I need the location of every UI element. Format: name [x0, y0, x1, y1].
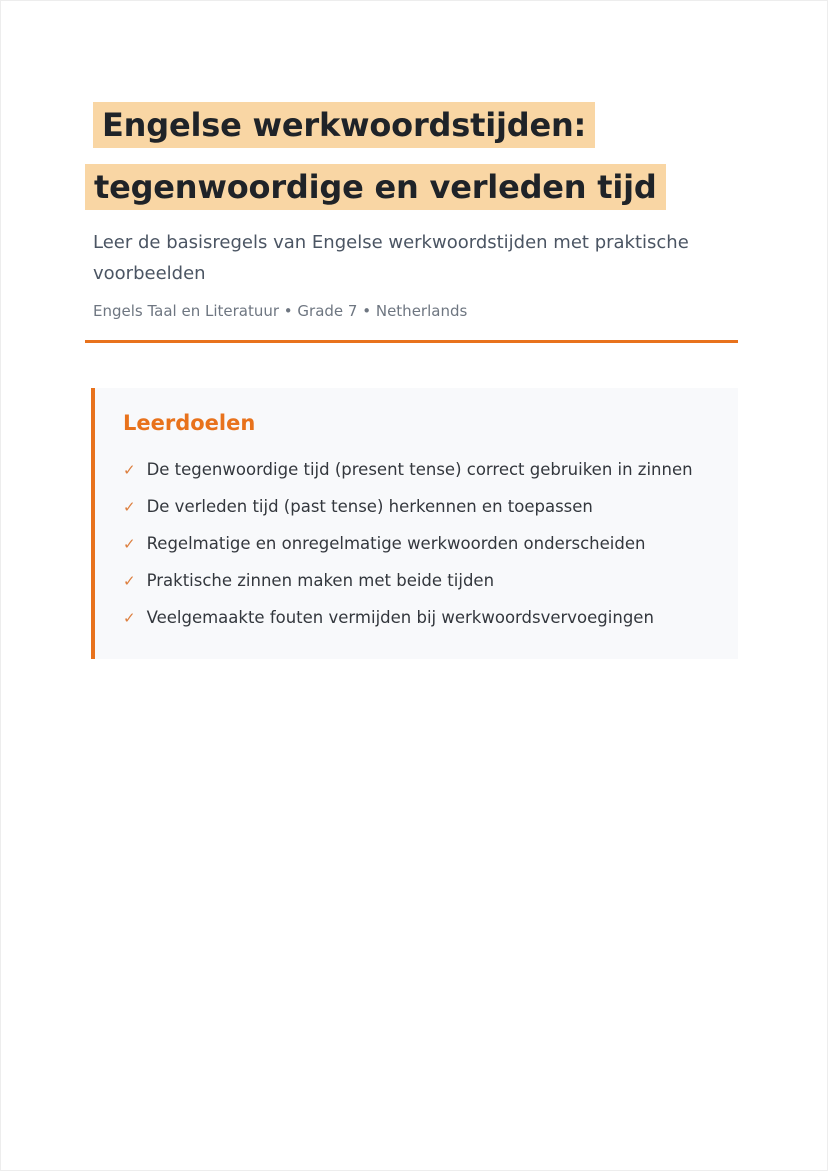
list-item: [123, 570, 710, 592]
document-content: [85, 1, 738, 659]
page-title: [85, 102, 738, 210]
learning-goals-heading: Leerdoelen: [123, 411, 256, 435]
list-item-text: Praktische zinnen maken met beide tijden: [146, 571, 495, 590]
list-item: [123, 607, 710, 629]
course-meta: Engels Taal en Literatuur • Grade 7 • Netherlands: [93, 302, 468, 320]
checkmark-icon: ✓: [123, 498, 136, 516]
list-item-text: De tegenwoordige tijd (present tense) correct gebruiken in zinnen: [146, 460, 693, 479]
checkmark-icon: ✓: [123, 609, 136, 627]
list-item-text: Regelmatige en onregelmatige werkwoorden onderscheiden: [146, 534, 646, 553]
page-title-line-1: Engelse werkwoordstijden:: [93, 102, 595, 148]
subtitle: Leer de basisregels van Engelse werkwoordstijden met praktische voorbeelden: [93, 232, 689, 284]
learning-goals-card: [91, 388, 738, 659]
list-item: [123, 496, 710, 518]
page-title-line-2: tegenwoordige en verleden tijd: [85, 164, 666, 210]
accent-divider: [85, 340, 738, 343]
list-item-text: De verleden tijd (past tense) herkennen en toepassen: [146, 497, 593, 516]
checkmark-icon: ✓: [123, 461, 136, 479]
learning-goals-list: [123, 459, 710, 629]
list-item: [123, 459, 710, 481]
list-item-text: Veelgemaakte fouten vermijden bij werkwoordsvervoegingen: [146, 608, 654, 627]
checkmark-icon: ✓: [123, 535, 136, 553]
list-item: [123, 533, 710, 555]
checkmark-icon: ✓: [123, 572, 136, 590]
